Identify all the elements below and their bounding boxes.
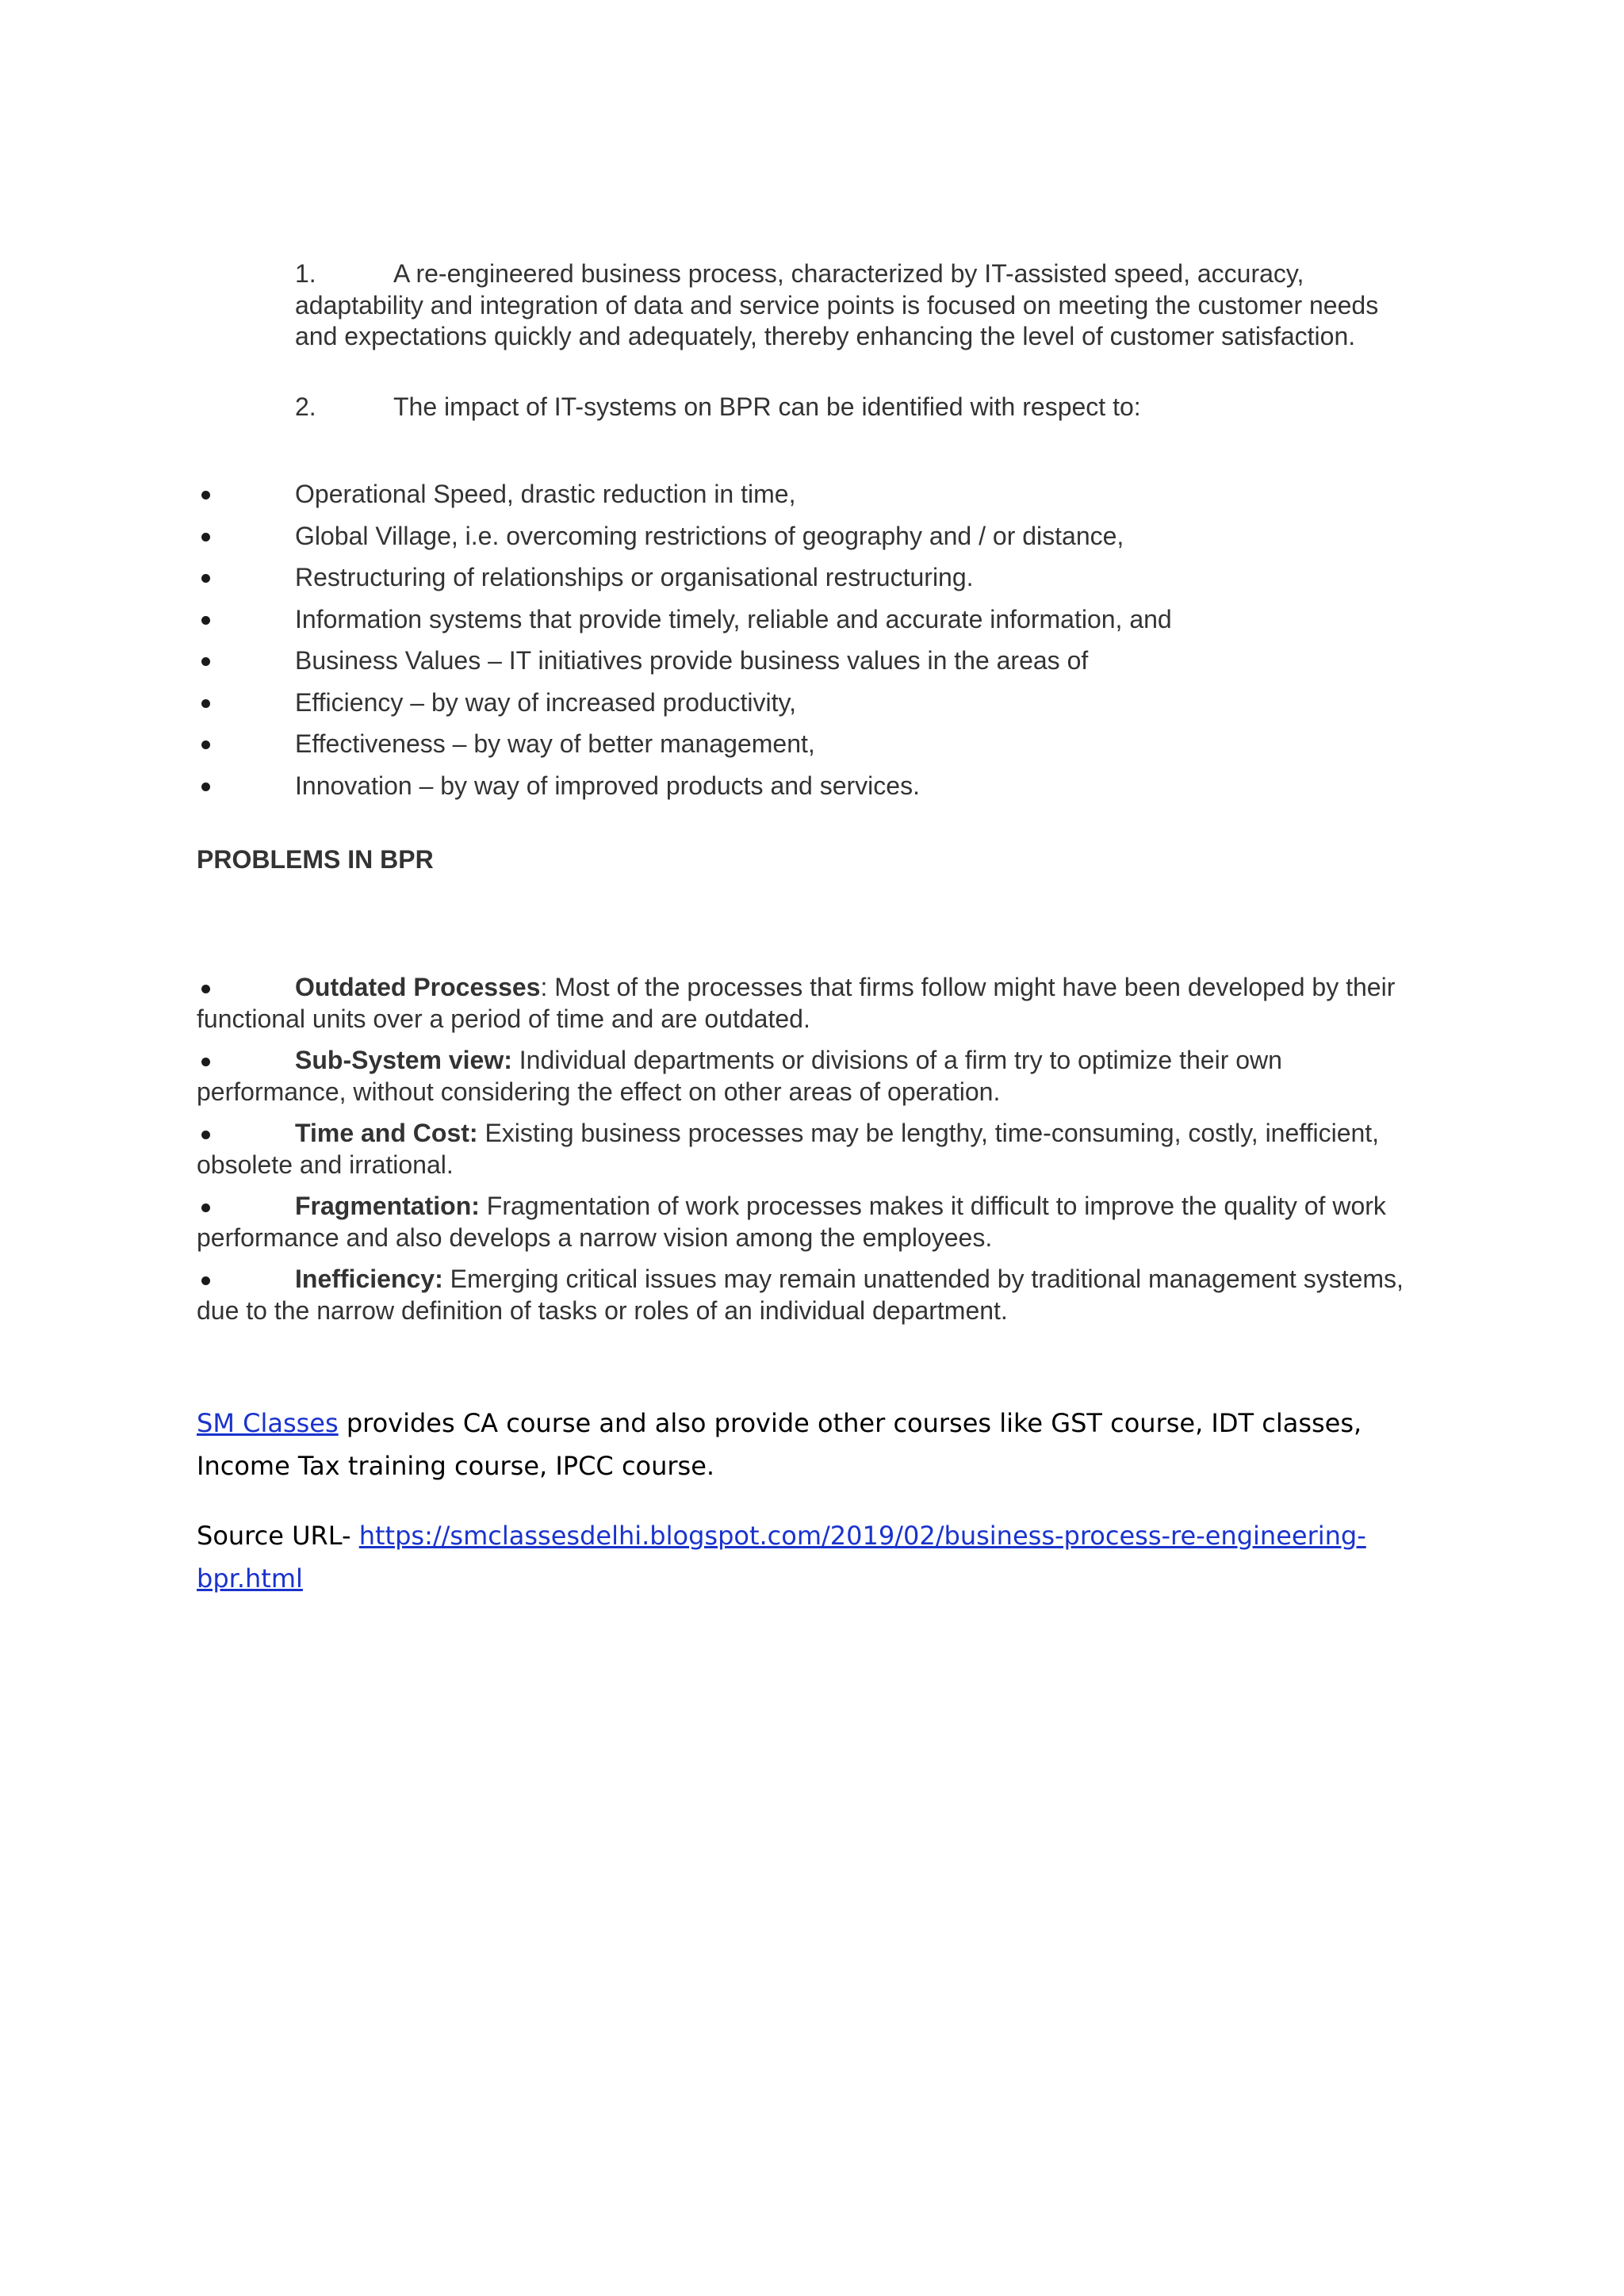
problem-term: Outdated Processes [295,973,541,1001]
problem-term: Time and Cost: [295,1119,478,1147]
promo-text: provides CA course and also provide other courses like GST course, IDT classes, Income Tax training course, IPCC course. [197,1408,1362,1481]
problem-text: Emerging critical issues may remain unattended by traditional management systems, due to the narrow definition of tasks or roles of an individual department. [197,1265,1404,1325]
list-item [197,645,1172,687]
problem-item [197,972,1434,1035]
list-item [197,521,1172,563]
problem-text: Existing business processes may be lengthy, time-consuming, costly, inefficient, obsolete and irrational. [197,1119,1380,1179]
paragraph-number: 2. [295,392,316,421]
source-paragraph [197,1514,1434,1600]
problem-text: Fragmentation of work processes makes it difficult to improve the quality of work performance and also develops a narrow vision among the employees. [197,1192,1386,1252]
paragraph-text: A re-engineered business process, characterized by IT-assisted speed, accuracy, adaptability and integration of data and service points is focused on meeting the customer needs and expectations quickly and adequately, thereby enhancing the level of customer satisfaction. [295,259,1379,350]
bullet-icon [201,1276,210,1285]
problem-text: Individual departments or divisions of a firm try to optimize their own performance, without considering the effect on other areas of operation. [197,1046,1282,1106]
list-item-text: Effectiveness – by way of better management, [295,729,815,758]
bullet-icon [201,740,210,749]
bullet-icon [201,699,210,708]
numbered-paragraph-2 [295,392,1405,423]
bullet-icon [201,783,210,791]
list-item-text: Restructuring of relationships or organisational restructuring. [295,563,974,591]
sm-classes-link[interactable]: SM Classes [197,1408,339,1438]
source-url-link[interactable]: https://smclassesdelhi.blogspot.com/2019/02/business-process-re-engineering-bpr.html [197,1521,1366,1594]
list-item [197,562,1172,604]
bullet-icon [201,1131,210,1139]
bullet-icon [201,574,210,583]
list-item-text: Innovation – by way of improved products and services. [295,771,920,800]
bullet-icon [201,1058,210,1066]
problem-item [197,1191,1434,1253]
problem-term: Inefficiency: [295,1265,443,1293]
bullet-icon [201,616,210,625]
bullet-icon [201,533,210,541]
paragraph-number: 1. [295,259,316,288]
list-item [197,771,1172,813]
bullet-icon [201,1203,210,1212]
problem-term: Fragmentation: [295,1192,480,1220]
source-label: Source URL- [197,1521,359,1551]
list-item [197,687,1172,729]
list-item-text: Business Values – IT initiatives provide business values in the areas of [295,646,1089,675]
list-item-text: Information systems that provide timely, reliable and accurate information, and [295,604,1172,633]
paragraph-text: The impact of IT-systems on BPR can be identified with respect to: [393,392,1141,421]
list-item-text: Operational Speed, drastic reduction in time, [295,480,796,508]
problem-item [197,1045,1434,1108]
problem-term: Sub-System view: [295,1046,512,1074]
promo-paragraph [197,1402,1434,1487]
list-item [197,604,1172,646]
list-item [197,729,1172,771]
problem-item [197,1264,1434,1326]
bullet-icon [201,657,210,666]
problem-item [197,1118,1434,1181]
numbered-paragraph-1 [295,258,1405,353]
section-heading: PROBLEMS IN BPR [197,845,434,874]
list-item-text: Global Village, i.e. overcoming restrictions of geography and / or distance, [295,521,1124,550]
list-item-text: Efficiency – by way of increased productivity, [295,687,796,717]
bullet-icon [201,985,210,993]
it-impact-list [197,479,1172,812]
problem-text: : Most of the processes that firms follow might have been developed by their functional units over a period of time and are outdated. [197,973,1396,1033]
bullet-icon [201,491,210,499]
problems-list [197,972,1434,1337]
list-item [197,479,1172,521]
